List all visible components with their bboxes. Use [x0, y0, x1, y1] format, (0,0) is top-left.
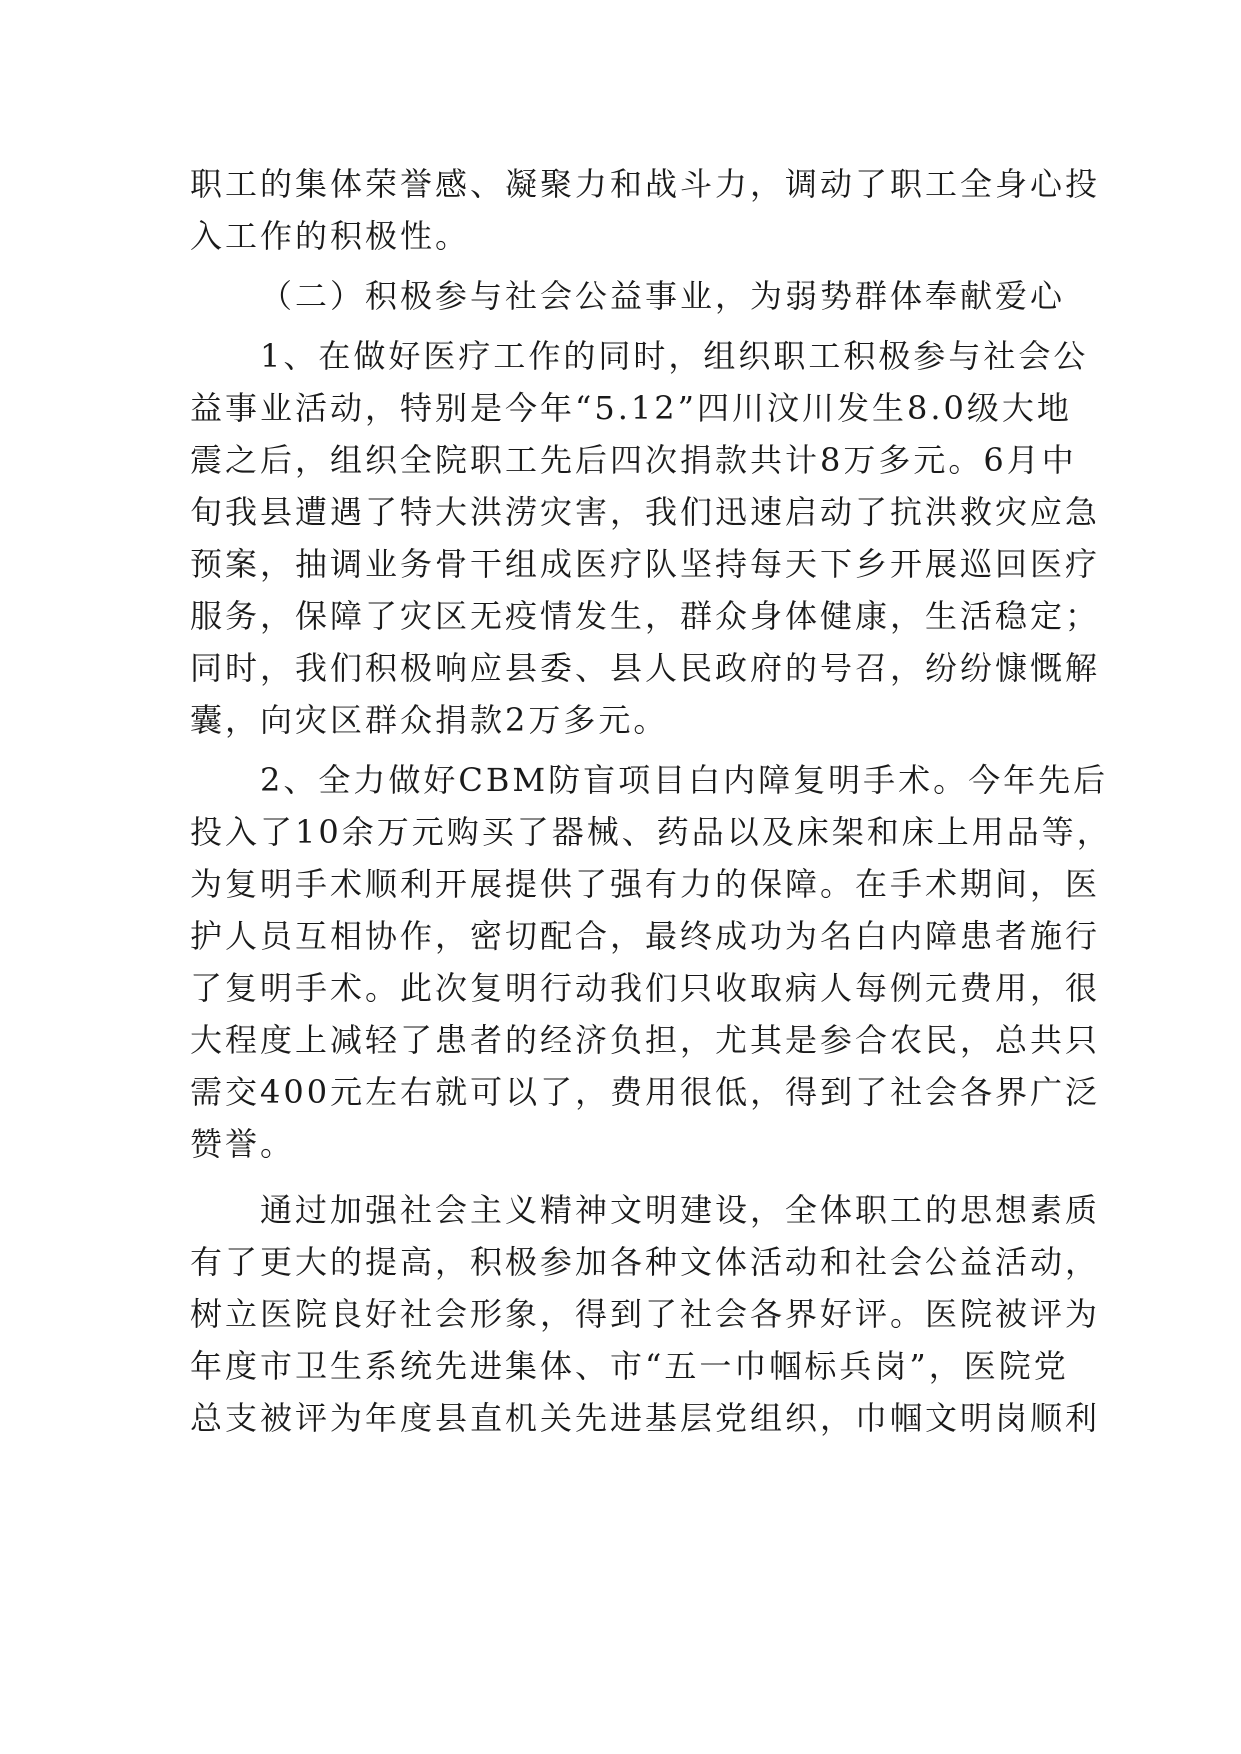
text-line: 树立医院良好社会形象，得到了社会各界好评。医院被评为 — [190, 1295, 1101, 1333]
text-line: 2、全力做好CBM防盲项目白内障复明手术。今年先后 — [260, 761, 1109, 799]
text-line: 投入了10余万元购买了器械、药品以及床架和床上用品等， — [190, 813, 1112, 851]
body-text — [190, 158, 1112, 1444]
text-line: 1、在做好医疗工作的同时，组织职工积极参与社会公 — [260, 337, 1089, 375]
text-line: 囊，向灾区群众捐款2万多元。 — [190, 701, 669, 739]
text-line: 通过加强社会主义精神文明建设，全体职工的思想素质 — [260, 1191, 1101, 1229]
text-line: 总支被评为年度县直机关先进基层党组织，巾帼文明岗顺利 — [190, 1399, 1101, 1437]
text-line: 服务，保障了灾区无疫情发生，群众身体健康，生活稳定； — [190, 597, 1101, 635]
text-line: 震之后，组织全院职工先后四次捐款共计8万多元。6月中 — [190, 441, 1077, 479]
text-line: 赞誉。 — [190, 1125, 296, 1163]
text-line: 为复明手术顺利开展提供了强有力的保障。在手术期间，医 — [190, 865, 1101, 903]
text-line: 需交400元左右就可以了，费用很低，得到了社会各界广泛 — [190, 1073, 1101, 1111]
text-line: 护人员互相协作，密切配合，最终成功为名白内障患者施行 — [190, 917, 1101, 955]
text-line: 益事业活动，特别是今年“5.12”四川汶川发生8.0级大地 — [190, 389, 1072, 427]
section-heading: （二）积极参与社会公益事业，为弱势群体奉献爱心 — [260, 277, 1066, 315]
text-line: 旬我县遭遇了特大洪涝灾害，我们迅速启动了抗洪救灾应急 — [190, 493, 1101, 531]
text-line: 预案，抽调业务骨干组成医疗队坚持每天下乡开展巡回医疗 — [190, 545, 1101, 583]
text-line: 入工作的积极性。 — [190, 217, 471, 255]
text-line: 职工的集体荣誉感、凝聚力和战斗力，调动了职工全身心投 — [190, 165, 1101, 203]
text-line: 有了更大的提高，积极参加各种文体活动和社会公益活动， — [190, 1243, 1101, 1281]
text-line: 年度市卫生系统先进集体、市“五一巾帼标兵岗”，医院党 — [190, 1347, 1069, 1385]
text-line: 了复明手术。此次复明行动我们只收取病人每例元费用，很 — [190, 969, 1101, 1007]
text-line: 大程度上减轻了患者的经济负担，尤其是参合农民，总共只 — [190, 1021, 1101, 1059]
text-line: 同时，我们积极响应县委、县人民政府的号召，纷纷慷慨解 — [190, 649, 1101, 687]
